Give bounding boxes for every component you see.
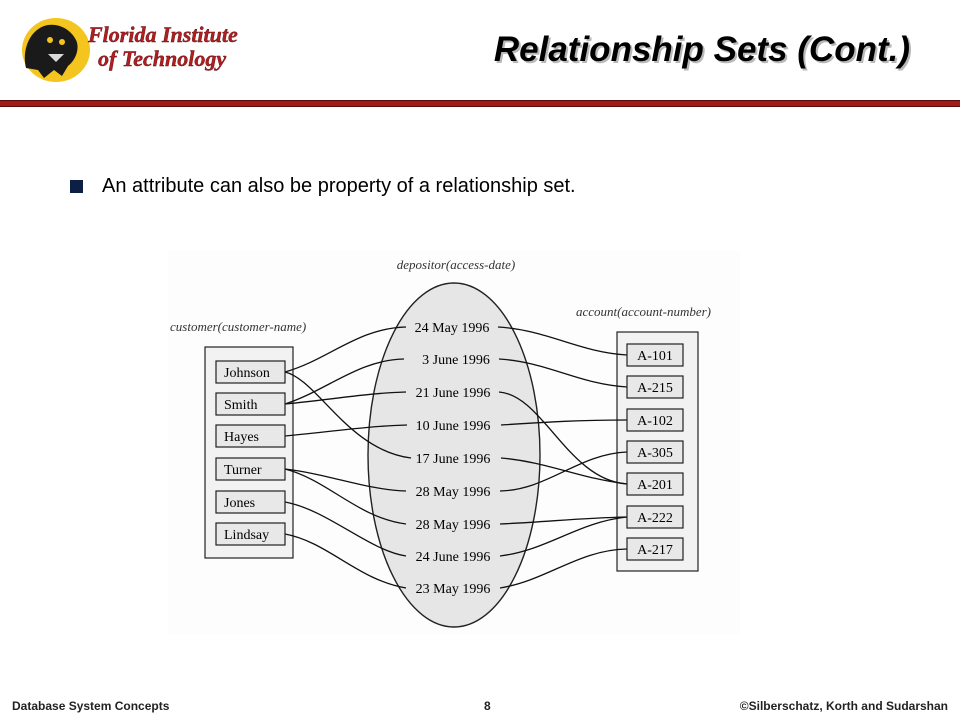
bullet-text: An attribute can also be property of a relationship set.: [102, 175, 576, 197]
footer-page-number: 8: [484, 699, 491, 713]
footer-copyright: ©Silberschatz, Korth and Sudarshan: [739, 699, 948, 713]
account-number: A-201: [637, 478, 673, 493]
account-number: A-222: [637, 511, 673, 526]
footer-book-title: Database System Concepts: [12, 699, 170, 713]
account-number: A-215: [637, 381, 673, 396]
account-node: [627, 409, 683, 431]
customer-name: Lindsay: [224, 528, 270, 543]
account-number: A-305: [637, 446, 673, 461]
access-date: 21 June 1996: [415, 386, 491, 401]
slide-title: Relationship Sets (Cont.): [493, 30, 910, 69]
account-number: A-217: [637, 543, 673, 558]
account-number: A-102: [637, 414, 673, 429]
access-date: 24 May 1996: [414, 321, 490, 336]
customer-node: [216, 458, 285, 480]
access-date: 28 May 1996: [415, 485, 491, 500]
account-node: [627, 538, 683, 560]
square-bullet-icon: [70, 180, 83, 193]
account-node: [627, 344, 683, 366]
account-node: [627, 473, 683, 495]
relationship-label: depositor(access-date): [396, 257, 516, 272]
customer-name: Turner: [224, 463, 262, 478]
access-date: 10 June 1996: [415, 419, 491, 434]
customer-name: Smith: [224, 398, 258, 413]
account-number: A-101: [637, 349, 673, 364]
account-node: [627, 441, 683, 463]
fit-logo: [14, 10, 254, 86]
logo-line1: Florida Institute: [88, 22, 238, 47]
access-date: 23 May 1996: [415, 582, 491, 597]
header-rule: [0, 100, 960, 107]
relationship-diagram: [168, 250, 740, 634]
access-date: 3 June 1996: [422, 353, 490, 368]
customer-node: [216, 361, 285, 383]
access-date: 28 May 1996: [415, 518, 491, 533]
customer-name: Jones: [224, 496, 256, 511]
customer-name: Hayes: [224, 430, 259, 445]
access-date: 24 June 1996: [415, 550, 491, 565]
customer-node: [216, 491, 285, 513]
customer-name: Johnson: [224, 366, 270, 381]
customer-node: [216, 523, 285, 545]
account-node: [627, 376, 683, 398]
account-node: [627, 506, 683, 528]
account-label: account(account-number): [576, 304, 712, 319]
customer-node: [216, 393, 285, 415]
access-date: 17 June 1996: [415, 452, 491, 467]
customer-node: [216, 425, 285, 447]
logo-line2: of Technology: [98, 46, 227, 71]
customer-label: customer(customer-name): [170, 319, 307, 334]
